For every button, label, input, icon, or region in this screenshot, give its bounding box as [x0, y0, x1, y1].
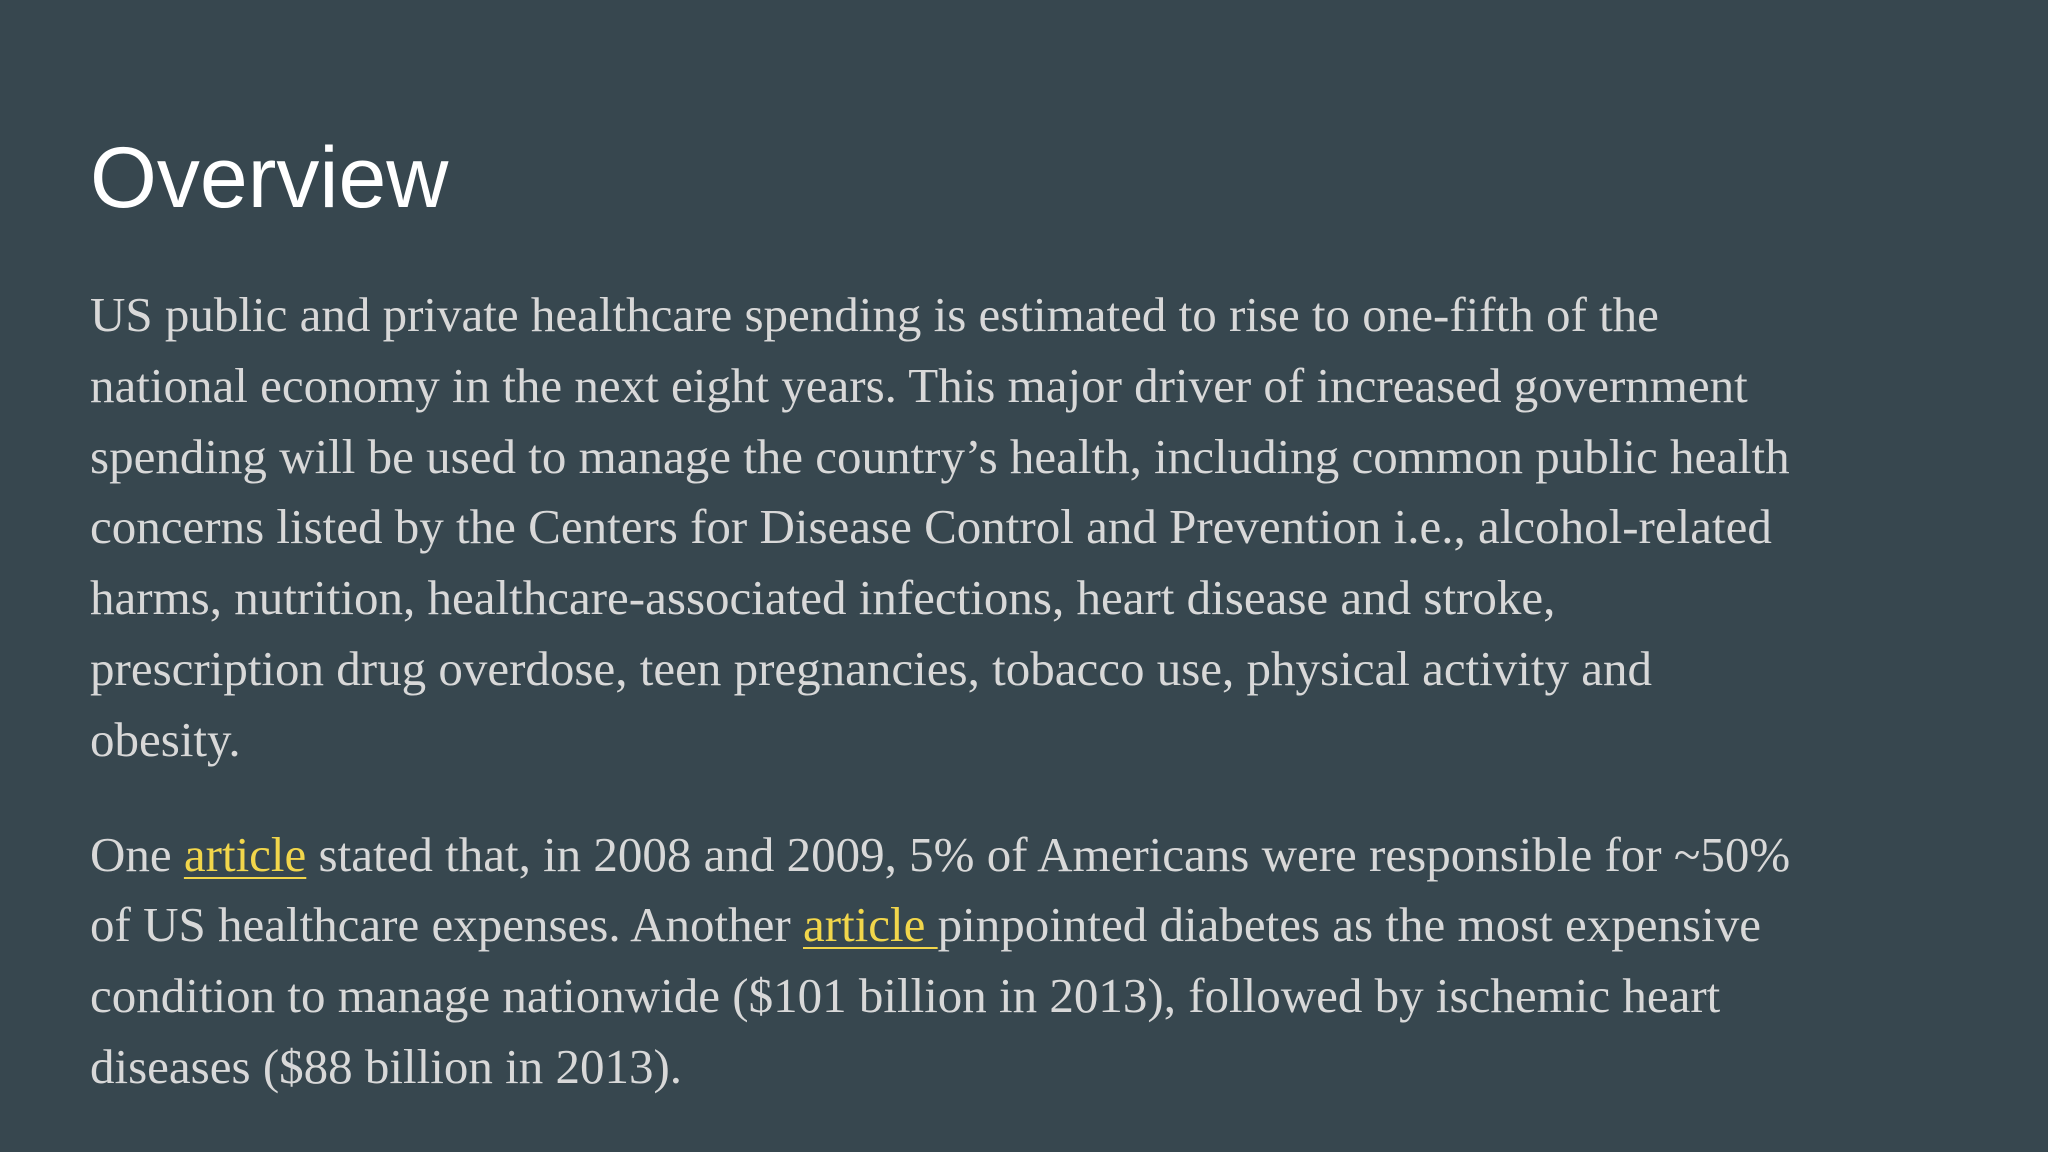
article-link-1[interactable]: article	[183, 826, 307, 882]
paragraph-text: stated that, in 2008 and 2009, 5% of Americans were responsible for ~50%	[306, 826, 1791, 882]
article-link-2[interactable]: article	[803, 897, 938, 953]
paragraph-line: prescription drug overdose, teen pregnancies, tobacco use, physical activity and	[90, 640, 1653, 696]
paragraph-text: One	[90, 826, 184, 882]
paragraph-line: harms, nutrition, healthcare-associated infections, heart disease and stroke,	[90, 570, 1556, 626]
paragraph-line: concerns listed by the Centers for Disease Control and Prevention i.e., alcohol-related	[90, 499, 1772, 555]
paragraph-text: pinpointed diabetes as the most expensive	[937, 897, 1761, 953]
paragraph-line: national economy in the next eight years. This major driver of increased government	[90, 357, 1748, 413]
paragraph-text: of US healthcare expenses. Another	[90, 897, 803, 953]
paragraph-line: obesity.	[90, 711, 241, 767]
paragraph-line: condition to manage nationwide ($101 billion in 2013), followed by ischemic heart	[90, 968, 1721, 1024]
paragraph-overview	[90, 280, 1990, 776]
paragraph-line: US public and private healthcare spending is estimated to rise to one-fifth of the	[90, 287, 1659, 342]
paragraph-line: diseases ($88 billion in 2013).	[90, 1038, 683, 1094]
slide-body	[90, 280, 1990, 1103]
paragraph-line: spending will be used to manage the country’s health, including common public health	[90, 428, 1790, 484]
slide-title: Overview	[90, 130, 449, 226]
paragraph-spending-facts	[90, 820, 1990, 1103]
